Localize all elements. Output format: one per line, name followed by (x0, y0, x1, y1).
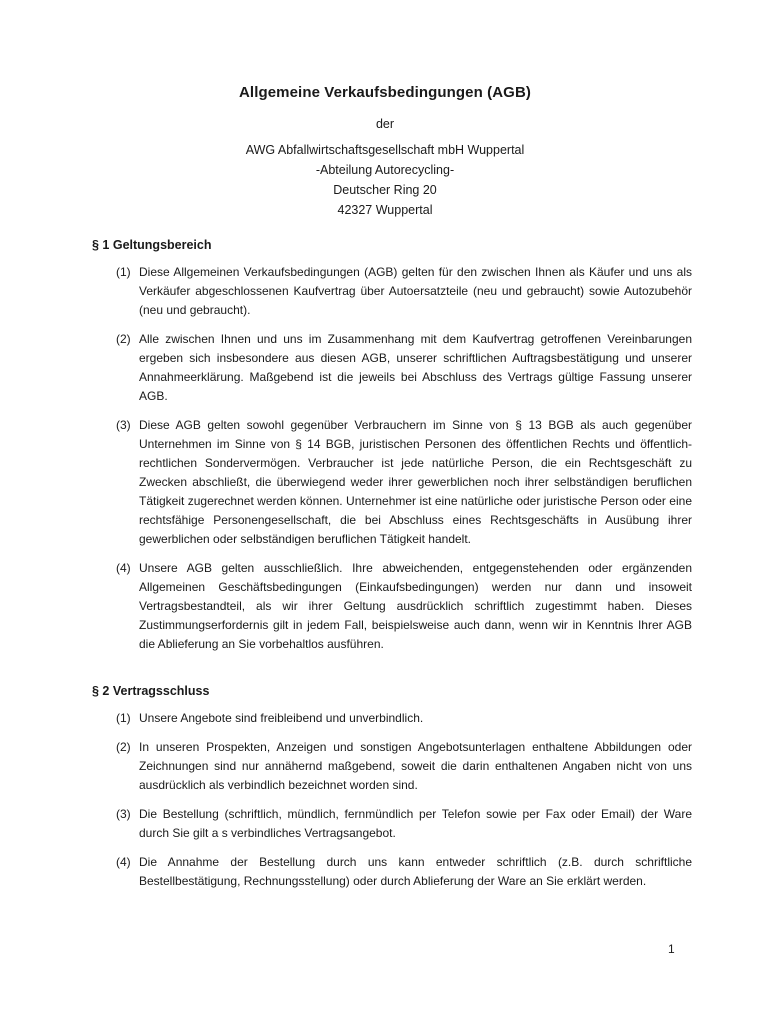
paragraph-item (92, 709, 692, 728)
paragraph-text: Diese Allgemeinen Verkaufsbedingungen (AGB) gelten für den zwischen Ihnen als Käufer und uns als Verkäufer abgeschlossenen Kaufvertrag über Autoersatzteile (neu und gebraucht) sowie Autozubehör (neu und gebraucht). (139, 265, 692, 317)
paragraph-number: (4) (116, 855, 131, 869)
company-name: AWG Abfallwirtschaftsgesellschaft mbH Wuppertal (245, 143, 525, 157)
paragraph-number: (4) (116, 561, 131, 575)
paragraph-item (92, 330, 692, 406)
paragraph-item (92, 559, 692, 654)
paragraph-text: Unsere AGB gelten ausschließlich. Ihre abweichenden, entgegenstehenden oder ergänzenden Allgemeinen Geschäftsbedingungen (Einkaufsbedingungen) werden nur dann und insoweit Vertragsbestandteil, als wir ihrer Geltung ausdrücklich schriftlich zugestimmt haben. Dieses Zustimmungserfordernis gilt in jedem Fall, beispielsweise auch dann, wenn wir in Kenntnis Ihrer AGB die Ablieferung an Sie vorbehaltlos ausführen. (139, 561, 692, 651)
paragraph-item (92, 738, 692, 795)
paragraph-number: (2) (116, 740, 131, 754)
company-street: Deutscher Ring 20 (333, 183, 437, 197)
company-city: 42327 Wuppertal (337, 203, 433, 217)
paragraph-text: Alle zwischen Ihnen und uns im Zusammenhang mit dem Kaufvertrag getroffenen Vereinbarungen ergeben sich insbesondere aus diesen AGB, unserer schriftlichen Auftragsbestätigung und unserer Annahmeerklärung. Maßgebend ist die jeweils bei Abschluss des Vertrags gültige Fassung unserer AGB. (139, 332, 692, 403)
der-label: der (375, 117, 395, 131)
company-address-block (0, 114, 770, 220)
paragraph-item (92, 853, 692, 891)
section-geltungsbereich (92, 238, 692, 664)
section-heading: § 2 Vertragsschluss (92, 684, 210, 698)
document-title: Allgemeine Verkaufsbedingungen (AGB) (239, 84, 531, 101)
company-department: -Abteilung Autorecycling- (315, 163, 455, 177)
section-vertragsschluss (92, 684, 692, 901)
paragraph-number: (1) (116, 711, 131, 725)
paragraph-item (92, 416, 692, 549)
paragraph-number: (2) (116, 332, 131, 346)
paragraph-text: In unseren Prospekten, Anzeigen und sonstigen Angebotsunterlagen enthaltene Abbildungen oder Zeichnungen sind nur annähernd maßgebend, soweit die darin enthaltenen Angaben nicht von uns ausdrücklich als verbindlich bezeichnet worden sind. (139, 740, 692, 792)
paragraph-text: Diese AGB gelten sowohl gegenüber Verbrauchern im Sinne von § 13 BGB als auch gegenüber Unternehmen im Sinne von § 14 BGB, juristischen Personen des öffentlichen Rechts und öffentlich-rechtlichen Sondervermögen. Verbraucher ist jede natürliche Person, die ein Rechtsgeschäft zu Zwecken abschließt, die überwiegend weder ihrer gewerblichen noch ihrer selbständigen beruflichen Tätigkeit zugerechnet werden können. Unternehmer ist eine natürliche oder juristische Person oder eine rechtsfähige Personengesellschaft, die bei Abschluss eines Rechtsgeschäfts in Ausübung ihrer gewerblichen oder selbständigen beruflichen Tätigkeit handelt. (139, 418, 692, 546)
paragraph-item (92, 805, 692, 843)
paragraph-number: (3) (116, 418, 131, 432)
paragraph-text: Die Bestellung (schriftlich, mündlich, fernmündlich per Telefon sowie per Fax oder Email) der Ware durch Sie gilt a s verbindliches Vertragsangebot. (139, 807, 692, 840)
paragraph-number: (3) (116, 807, 131, 821)
page-number: 1 (668, 942, 675, 956)
section-heading: § 1 Geltungsbereich (92, 238, 212, 252)
paragraph-item (92, 263, 692, 320)
paragraph-text: Die Annahme der Bestellung durch uns kann entweder schriftlich (z.B. durch schriftliche Bestellbestätigung, Rechnungsstellung) oder durch Ablieferung der Ware an Sie erklärt werden. (139, 855, 692, 888)
paragraph-number: (1) (116, 265, 131, 279)
paragraph-text: Unsere Angebote sind freibleibend und unverbindlich. (139, 711, 424, 725)
